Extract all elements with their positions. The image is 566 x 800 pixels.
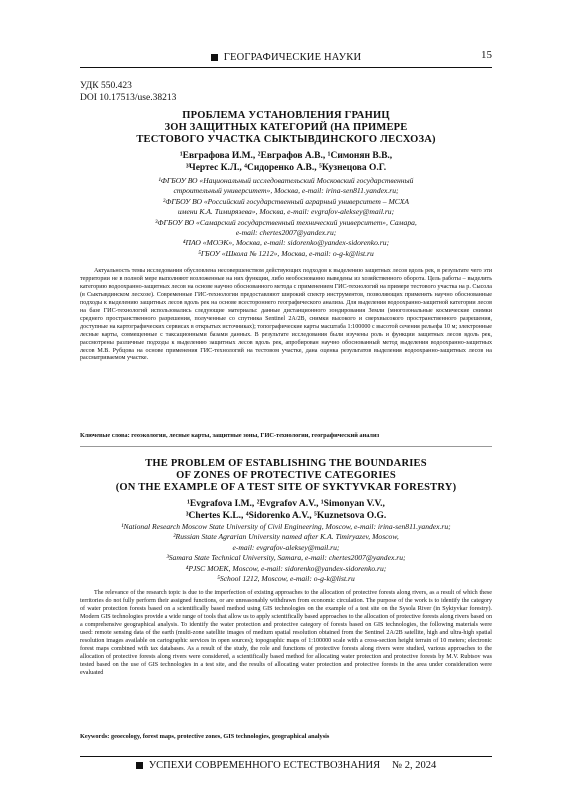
title-line: ПРОБЛЕМА УСТАНОВЛЕНИЯ ГРАНИЦ (182, 110, 390, 121)
affiliation-line: ¹National Research Moscow State University of Civil Engineering, Moscow, e-mail: irina-sen811.yandex.ru; (121, 522, 451, 531)
ru-abstract: Актуальность темы исследования обусловлена несовершенством действующих подходов к выделению защитных лесов вдоль рек, в результате чего эти территории не в полной мере выполняют возложенные на них функции, либо необоснованно выведены из хозяйственного оборота. Цель работы – выделить категорию водоохранно-защитных лесов на основе научно обоснованного метода с применением ГИС-технологий на примере тестового участка на р. Сысола (в Сыктывдинском лесхозе). Современные ГИС-технологии предоставляют широкий спектр инструментов, позволяющих применять научно обоснованные подходы к выделению защитных лесов вдоль рек на основе всестороннего географического анализа. Для выделения водоохранно-защитной категории лесов на базе ГИС-технологий использовались следующие материалы: данные дистанционного зондирования Земли (многозональные космические снимки среднего пространственного разрешения, полученные со спутника Sentinel 2A/2B, снимки высокого и сверхвысокого пространственного разрешения, доступные на картографических сервисах в открытых источниках); топографические карты масштаба 1:100000 с высотой сечения рельефа 10 м; электронные лесные карты, совмещенные с таксационными базами данных. В результате исследования были изучены роль и функции защитных лесов вдоль рек, рассмотрены различные подходы к выделению защитных лесов вдоль рек, апробирован научно обоснованный метод выделения водоохранно-защитных лесов М.В. Рубцова на основе применения ГИС-технологий на тестовом участке, дана оценка результатов выделения водоохранно-защитных лесов на рассматриваемом участке. (80, 268, 492, 362)
affiliation-line: ⁴ПАО «МОЭК», Москва, e-mail: sidorenko@yandex-sidorenko.ru; (182, 238, 390, 248)
running-header (80, 49, 492, 68)
en-affiliations (80, 522, 492, 584)
affiliation-line: e-mail: chertes2007@yandex.ru; (235, 228, 337, 238)
affiliation-line: ³Samara State Technical University, Samara, e-mail: chertes2007@yandex.ru; (166, 553, 406, 563)
affiliation-line: ⁵ГБОУ «Школа № 1212», Москва, e-mail: o-g-k@list.ru (198, 248, 374, 258)
ru-affiliations (80, 176, 492, 259)
affiliation-line: ¹ФГБОУ ВО «Национальный исследовательский Московский государственный (158, 176, 414, 185)
ru-article-title (80, 110, 492, 146)
udk-code: УДК 550.423 (80, 81, 132, 91)
section-title: ГЕОГРАФИЧЕСКИЕ НАУКИ (223, 52, 362, 63)
affiliation-line: строительный университет», Москва, e-mail: irina-sen811.yandex.ru; (173, 186, 399, 196)
keywords-label: Keywords: (80, 733, 110, 740)
journal-name: УСПЕХИ СОВРЕМЕННОГО ЕСТЕСТВОЗНАНИЯ (148, 760, 381, 771)
ru-authors (80, 150, 492, 174)
affiliation-line: ³ФГБОУ ВО «Самарский государственный технический университет», Самара, (155, 217, 417, 227)
en-abstract: The relevance of the research topic is due to the imperfection of existing approaches to the allocation of protective forests along rivers, as a result of which these territories do not fully perform their assigned functions, or are unreasonably withdrawn from economic circulation. The purpose of the work is to identify the category of water protection forests based on a scientifically based method using GIS technologies on the example of a test site on the Sysola River (in Syktyvkar forestry). Modern GIS technologies provide a wide range of tools that allow us to apply scientifically based approaches to the allocation of protective forests along rivers based on a comprehensive geographical analysis. To identify the water protection and protective category of forests based on GIS technologies, the following materials were used: remote sensing data of the earth (multi-zone satellite images of medium spatial resolution obtained from the Sentinel 2A/2B satellite, high and ultra-high spatial resolution images available on cartographic services in open sources); topographic maps of 1:100000 scale with a cross-section height terrain of 10 meters; electronic forest maps combined with tax databases. As a result of the study, the role and functions of protective forests along rivers were studied, various approaches to the allocation of protective forests along rivers were considered, a scientifically based method for allocating water protection and protective forests by M.V. Rubtsov was tested based on the use of GIS technologies in a test site, and the results of allocating water protection and protective forests in the area under consideration were evaluated (80, 590, 492, 676)
doi: DOI 10.17513/use.38213 (80, 93, 177, 103)
affiliation-line: ²Russian State Agrarian University named after K.A. Timiryazev, Moscow, (173, 532, 399, 542)
title-line: ТЕСТОВОГО УЧАСТКА СЫКТЫВДИНСКОГО ЛЕСХОЗА) (136, 134, 436, 145)
square-bullet-icon (136, 762, 143, 769)
journal-page (80, 0, 492, 800)
issue-number: № 2, 2024 (392, 760, 437, 771)
title-line: (ON THE EXAMPLE OF A TEST SITE OF SYKTYVKAR FORESTRY) (115, 482, 457, 493)
running-footer (80, 756, 492, 771)
authors-line: ³Чертес К.Л., ⁴Сидоренко А.В., ⁵Кузнецова О.Г. (185, 163, 387, 173)
title-line: OF ZONES OF PROTECTIVE CATEGORIES (176, 470, 396, 481)
square-bullet-icon (211, 54, 218, 61)
authors-line: ¹Евграфова И.М., ²Евграфов А.В., ¹Симонян В.В., (179, 151, 393, 161)
article-meta (80, 80, 176, 104)
keywords-text: геоэкология, лесные карты, защитные зоны, ГИС-технологии, географический анализ (131, 432, 380, 439)
keywords-label: Ключевые слова: (80, 432, 130, 439)
en-keywords (80, 733, 492, 741)
affiliation-line: ⁴PJSC MOEK, Moscow, e-mail: sidorenko@yandex-sidorenko.ru; (185, 563, 387, 573)
affiliation-line: e-mail: evgrafov-aleksey@mail.ru; (232, 542, 340, 552)
authors-line: ³Chertes K.L., ⁴Sidorenko A.V., ⁵Kuznetsova O.G. (185, 511, 387, 521)
en-authors (80, 498, 492, 522)
page-number: 15 (481, 49, 492, 61)
affiliation-line: ⁵School 1212, Moscow, e-mail: o-g-k@list.ru (217, 574, 355, 584)
section-divider (80, 446, 492, 447)
title-line: ЗОН ЗАЩИТНЫХ КАТЕГОРИЙ (НА ПРИМЕРЕ (164, 122, 408, 133)
affiliation-line: ²ФГБОУ ВО «Российский государственный аграрный университет – МСХА (162, 196, 410, 206)
keywords-text: geoecology, forest maps, protective zones, GIS technologies, geographical analysis (110, 733, 330, 740)
ru-keywords (80, 432, 492, 440)
en-article-title (80, 458, 492, 494)
authors-line: ¹Evgrafova I.M., ²Evgrafov A.V., ¹Simonyan V.V., (187, 499, 385, 509)
affiliation-line: имени К.А. Тимирязева», Москва, e-mail: evgrafov-aleksey@mail.ru; (177, 207, 395, 217)
title-line: THE PROBLEM OF ESTABLISHING THE BOUNDARIES (145, 458, 427, 469)
